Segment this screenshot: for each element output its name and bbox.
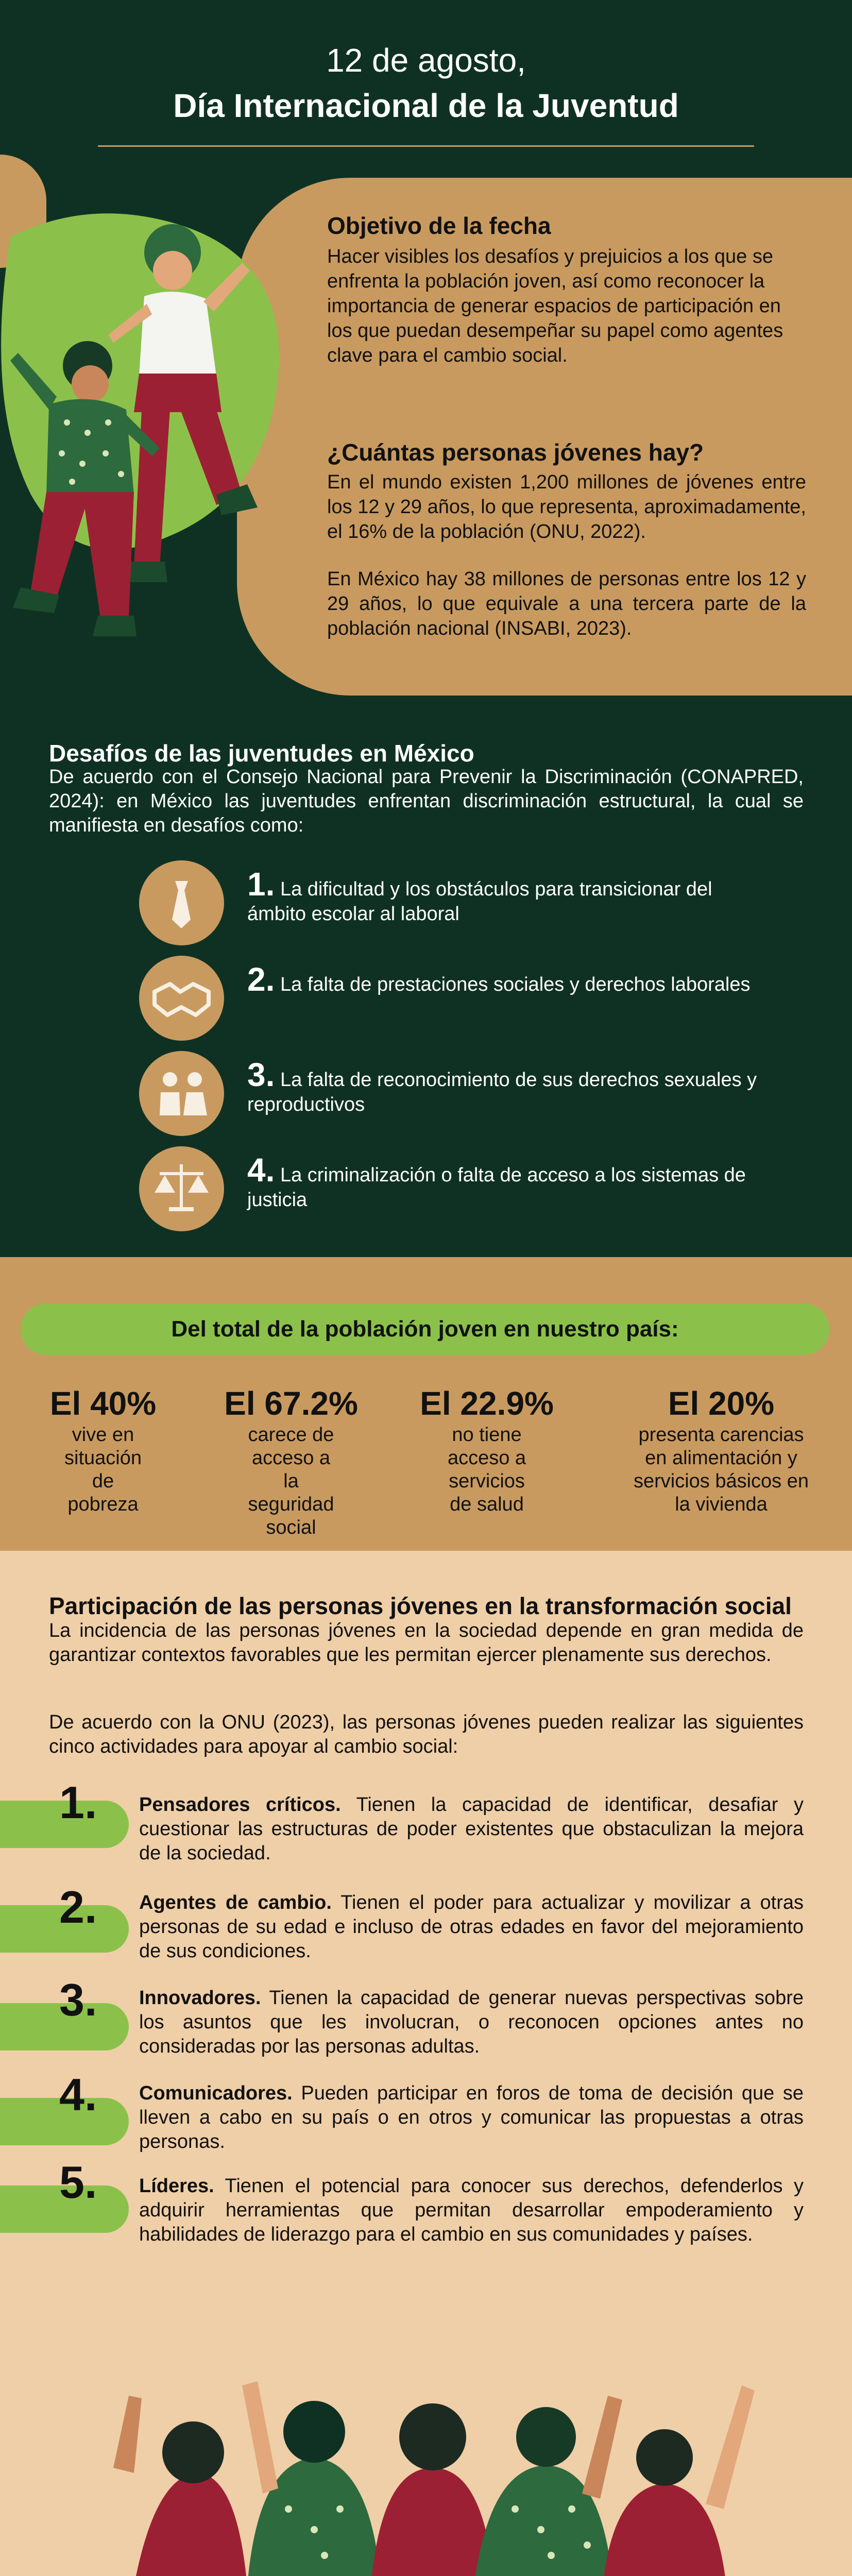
count-body-world: En el mundo existen 1,200 millones de jóvenes entre los 12 y 29 años, lo que representa, aproximadamente, el 16% de la población (ONU, 2022).: [327, 471, 806, 543]
stat-value: El 40%: [49, 1385, 157, 1422]
challenges-title: Desafíos de las juventudes en México: [49, 740, 474, 767]
challenges-intro: De acuerdo con el Consejo Nacional para Prevenir la Discriminación (CONAPRED, 2024): en México las juventudes enfrentan discriminación estructural, la cual se manifiesta en desafíos como:: [49, 766, 804, 836]
activity-item: Líderes. Tienen el potencial para conocer sus derechos, defenderlos y adquirir herramientas que permitan desarrollar empoderamiento y habilidades de liderazgo para el cambio en sus comunidades y países.: [139, 2175, 804, 2245]
people-icon: [139, 1051, 224, 1136]
crowd-illustration: [93, 2375, 762, 2576]
challenge-item: [139, 1146, 757, 1234]
activity-number: 3.: [59, 1974, 97, 2025]
page-title: Día Internacional de la Juventud: [173, 87, 679, 124]
scales-icon: [139, 1146, 224, 1231]
objective-block: [327, 211, 806, 368]
stat-item: [5, 1383, 201, 1516]
activity-item: Innovadores. Tienen la capacidad de generar nuevas perspectivas sobre los asuntos que les involucran, o reconocen opciones antes no consideradas por las personas adultas.: [139, 1987, 804, 2057]
count-block: [327, 438, 806, 641]
challenge-text: 2. La falta de prestaciones sociales y derechos laborales: [247, 961, 751, 998]
participation-title: Participación de las personas jóvenes en la transformación social: [49, 1592, 792, 1619]
activity-number: 1.: [59, 1777, 97, 1828]
stat-value: El 20%: [668, 1385, 775, 1422]
activity-item: Agentes de cambio. Tienen el poder para actualizar y movilizar a otras personas de su edad e incluso de otras edades en favor del mejoramiento de sus condiciones.: [139, 1892, 804, 1962]
header-divider: [98, 145, 754, 147]
stat-label: presenta carencias en alimentación y servicios básicos en la vivienda: [633, 1424, 809, 1515]
header-date: 12 de agosto,: [326, 42, 526, 79]
stat-item: [389, 1383, 585, 1516]
challenge-item: [139, 956, 757, 1043]
stat-value: El 22.9%: [420, 1385, 554, 1422]
stat-label: vive en situación de pobreza: [64, 1424, 142, 1515]
stat-label: carece de acceso a la seguridad social: [248, 1424, 334, 1538]
stats-section: [0, 1257, 852, 1551]
stat-item: [193, 1383, 389, 1539]
activity-number: 2.: [59, 1882, 97, 1933]
stat-label: no tiene acceso a servicios de salud: [447, 1424, 526, 1515]
stat-item: [613, 1383, 829, 1516]
activity-item: Pensadores críticos. Tienen la capacidad de identificar, desafiar y cuestionar las estructuras de poder existentes que obstaculizan la mejora de la sociedad.: [139, 1794, 804, 1864]
activity-number: 5.: [59, 2157, 97, 2208]
tie-icon: [139, 860, 224, 945]
challenge-item: [139, 860, 757, 948]
handshake-icon: [139, 956, 224, 1041]
challenge-text: 4. La criminalización o falta de acceso a los sistemas de justicia: [247, 1151, 746, 1211]
count-body-mexico: En México hay 38 millones de personas entre los 12 y 29 años, lo que equivale a una tercera parte de la población nacional (INSABI, 2023).: [327, 568, 806, 639]
objective-title: Objetivo de la fecha: [327, 212, 551, 239]
dancing-youth-illustration: [0, 206, 299, 670]
header-section: [0, 0, 852, 1257]
challenge-text: 1. La dificultad y los obstáculos para transicionar del ámbito escolar al laboral: [247, 866, 712, 925]
participation-intro-onu: De acuerdo con la ONU (2023), las personas jóvenes pueden realizar las siguientes cinco actividades para apoyar al cambio social:: [49, 1711, 804, 1757]
objective-body: Hacer visibles los desafíos y prejuicios a los que se enfrenta la población joven, así como reconocer la importancia de generar espacios de participación en los que puedan desempeñar su papel como agentes clave para el cambio social.: [327, 246, 783, 366]
stats-banner: Del total de la población joven en nuestro país:: [21, 1303, 829, 1355]
activity-number: 4.: [59, 2069, 97, 2120]
activity-item: Comunicadores. Pueden participar en foros de toma de decisión que se lleven a cabo en su país o en otros y comunicar las propuestas a otras personas.: [139, 2082, 804, 2153]
challenge-text: 3. La falta de reconocimiento de sus derechos sexuales y reproductivos: [247, 1056, 757, 1115]
stat-value: El 67.2%: [224, 1385, 358, 1422]
participation-section: [0, 1551, 852, 2576]
count-title: ¿Cuántas personas jóvenes hay?: [327, 439, 704, 466]
challenge-item: [139, 1051, 757, 1139]
participation-intro: La incidencia de las personas jóvenes en la sociedad depende en gran medida de garantizar contextos favorables que les permitan ejercer plenamente sus derechos.: [49, 1620, 804, 1666]
